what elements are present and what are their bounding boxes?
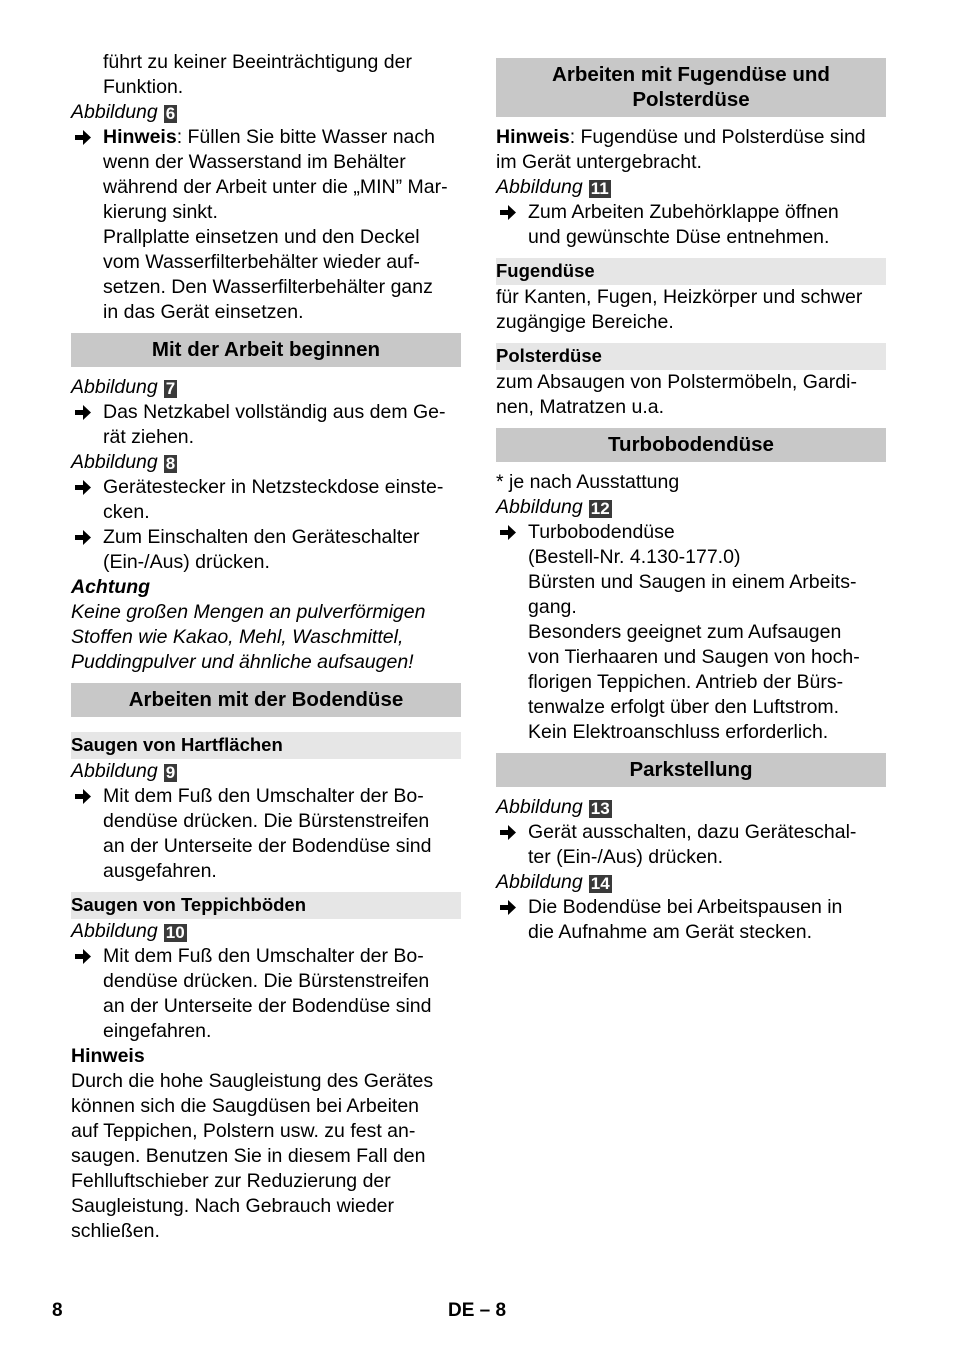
figure-number-badge: 14 bbox=[590, 874, 610, 893]
figure-number-badge: 11 bbox=[590, 179, 609, 198]
figure-ref-8: Abbildung 8 bbox=[71, 451, 176, 473]
figure-ref-9: Abbildung 9 bbox=[71, 760, 176, 782]
figure-ref-11: Abbildung 11 bbox=[496, 176, 609, 198]
note-text: Hinweis: Fugendüse und Polsterdüse sind im Gerät untergebracht. bbox=[496, 126, 866, 173]
figure-number-badge: 12 bbox=[590, 499, 610, 518]
arrow-right-icon bbox=[498, 895, 518, 920]
instruction-step: Gerätestecker in Netzsteckdose einste- cken. bbox=[71, 475, 461, 525]
figure-ref-12: Abbildung 12 bbox=[496, 496, 610, 518]
note-text: Durch die hohe Saugleistung des Gerätes können sich die Saugdüsen bei Arbeiten auf Teppichen, Polstern usw. zu fest an- saugen. Benutzen Sie in diesem Fall den Fehlluftschieber zur Reduzierung der Saugleistung. Nach Gebrauch wieder schließen. bbox=[71, 1070, 434, 1242]
turbo-equipment-note: * je nach Ausstattung bbox=[496, 471, 680, 493]
arrow-right-icon bbox=[73, 784, 93, 809]
figure-ref-6: Abbildung 6 bbox=[71, 101, 176, 123]
instruction-step: Turbobodendüse (Bestell-Nr. 4.130-177.0) Bürsten und Saugen in einem Arbeits- gang. Besonders geeignet zum Aufsaugen von Tierhaaren und Saugen von hoch- florigen Teppichen. Antrieb der Bürs- tenwalze erfolgt über den Luftstrom. Kein Elektroanschluss erforderlich. bbox=[496, 520, 886, 745]
figure-number-badge: 8 bbox=[165, 454, 176, 473]
figure-ref-10: Abbildung 10 bbox=[71, 920, 185, 942]
instruction-step: Zum Einschalten den Geräteschalter (Ein-/Aus) drücken. bbox=[71, 525, 461, 575]
figure-number-badge: 10 bbox=[165, 923, 185, 942]
section-heading-start: Mit der Arbeit beginnen bbox=[71, 333, 461, 367]
figure-ref-7: Abbildung 7 bbox=[71, 376, 176, 398]
figure-number-badge: 9 bbox=[165, 763, 176, 782]
arrow-right-icon bbox=[73, 475, 93, 500]
left-column bbox=[71, 50, 461, 1244]
note-title: Hinweis bbox=[71, 1045, 145, 1067]
arrow-right-icon bbox=[498, 520, 518, 545]
subheading-hard-floors: Saugen von Hartflächen bbox=[71, 732, 461, 759]
upholstery-nozzle-text: zum Absaugen von Polstermöbeln, Gardi- nen, Matratzen u.a. bbox=[496, 371, 857, 418]
instruction-step: Zum Arbeiten Zubehörklappe öffnen und gewünschte Düse entnehmen. bbox=[496, 200, 886, 250]
figure-number-badge: 13 bbox=[590, 799, 610, 818]
arrow-right-icon bbox=[73, 125, 93, 150]
crevice-nozzle-text: für Kanten, Fugen, Heizkörper und schwer zugängige Bereiche. bbox=[496, 286, 863, 333]
section-heading-park: Parkstellung bbox=[496, 753, 886, 787]
arrow-right-icon bbox=[498, 200, 518, 225]
arrow-right-icon bbox=[73, 525, 93, 550]
subheading-crevice-nozzle: Fugendüse bbox=[496, 258, 886, 285]
instruction-step: Mit dem Fuß den Umschalter der Bo- dendüse drücken. Die Bürstenstreifen an der Unterseite der Bodendüse sind ausgefahren. bbox=[71, 784, 461, 884]
instruction-step: Das Netzkabel vollständig aus dem Ge- rät ziehen. bbox=[71, 400, 461, 450]
section-heading-crevice: Arbeiten mit Fugendüse und Polsterdüse bbox=[496, 58, 886, 117]
figure-ref-14: Abbildung 14 bbox=[496, 871, 610, 893]
instruction-step: Mit dem Fuß den Umschalter der Bo- dendüse drücken. Die Bürstenstreifen an der Unterseite der Bodendüse sind eingefahren. bbox=[71, 944, 461, 1044]
caution-text: Keine großen Mengen an pulverförmigen Stoffen wie Kakao, Mehl, Waschmittel, Puddingpulver und ähnliche aufsaugen! bbox=[71, 601, 426, 673]
instruction-step: Die Bodendüse bei Arbeitspausen in die Aufnahme am Gerät stecken. bbox=[496, 895, 886, 945]
page-number: 8 bbox=[52, 1300, 63, 1321]
subheading-carpets: Saugen von Teppichböden bbox=[71, 892, 461, 919]
arrow-right-icon bbox=[73, 944, 93, 969]
intro-text: führt zu keiner Beeinträchtigung der Funktion. bbox=[103, 51, 412, 98]
arrow-right-icon bbox=[73, 400, 93, 425]
arrow-right-icon bbox=[498, 820, 518, 845]
subheading-upholstery-nozzle: Polsterdüse bbox=[496, 343, 886, 370]
instruction-step: Gerät ausschalten, dazu Geräteschal- ter (Ein-/Aus) drücken. bbox=[496, 820, 886, 870]
figure-number-badge: 6 bbox=[165, 104, 176, 123]
figure-number-badge: 7 bbox=[165, 379, 176, 398]
note-step: Hinweis: Füllen Sie bitte Wasser nach wenn der Wasserstand im Behälter während der Arbeit unter die „MIN” Mar- kierung sinkt. Prallplatte einsetzen und den Deckel vom Wasserfilterbehälter wieder auf- setzen. Den Wasserfilterbehälter ganz in das Gerät einsetzen. bbox=[71, 125, 461, 325]
caution-title: Achtung bbox=[71, 576, 151, 598]
section-heading-floor: Arbeiten mit der Bodendüse bbox=[71, 683, 461, 717]
section-heading-turbo: Turbobodendüse bbox=[496, 428, 886, 462]
right-column bbox=[496, 58, 886, 945]
page-label: DE – 8 bbox=[448, 1300, 507, 1321]
figure-ref-13: Abbildung 13 bbox=[496, 796, 610, 818]
